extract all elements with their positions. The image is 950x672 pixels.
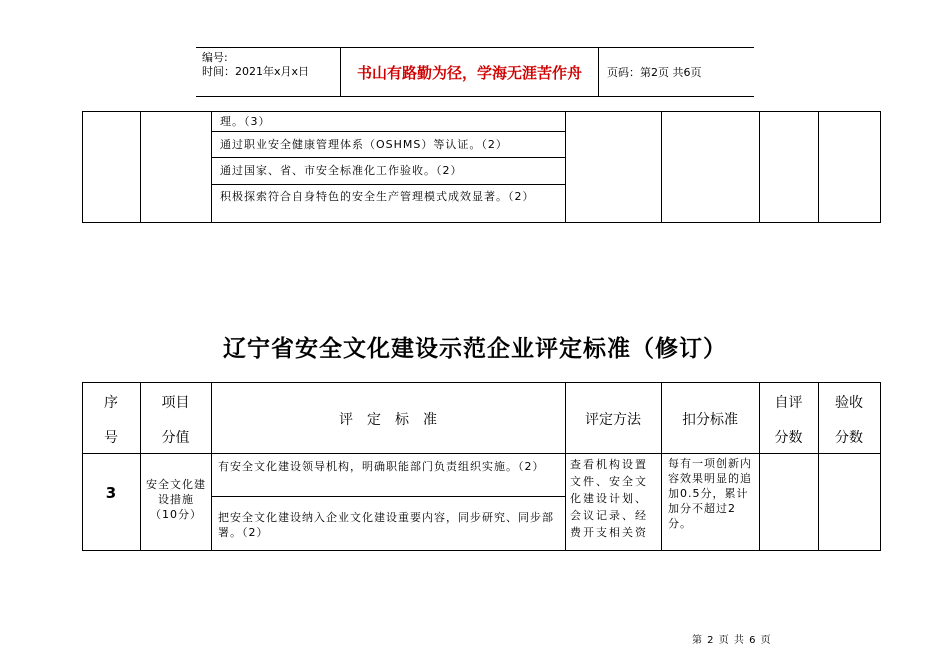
time-label: 时间：2021年x月x日 xyxy=(202,65,310,78)
row-method: 查看机构设置文件、安全文化建设计划、会议记录、经费开支相关资 xyxy=(570,458,648,539)
header-meta xyxy=(196,48,340,96)
header-motto: 书山有路勤为径，学海无涯苦作舟 xyxy=(340,48,599,96)
page-footer: 第 2 页 共 6 页 xyxy=(692,635,772,646)
row-criteria-1: 有安全文化建设领导机构，明确职能部门负责组织实施。（2） xyxy=(218,460,545,473)
top-row-1: 理。（3） xyxy=(220,115,271,128)
header-method: 评定方法 xyxy=(585,412,641,428)
header-accept-2: 分数 xyxy=(835,430,863,446)
header-page-info: 页码：第2页 共6页 xyxy=(607,66,702,79)
header-self-2: 分数 xyxy=(774,430,803,446)
header-accept-1: 验收 xyxy=(835,395,863,411)
header-seq-1: 序 xyxy=(104,395,118,411)
top-row-3: 通过国家、省、市安全标准化工作验收。（2） xyxy=(220,164,463,177)
header-item-1: 项目 xyxy=(161,395,190,411)
header-criteria: 评 定 标 准 xyxy=(339,412,437,428)
row-item: 安全文化建设措施（10分） xyxy=(146,478,206,521)
page-title: 辽宁省安全文化建设示范企业评定标准（修订） xyxy=(223,336,727,362)
header-item-2: 分值 xyxy=(161,430,190,446)
top-row-4: 积极探索符合自身特色的安全生产管理模式成效显著。（2） xyxy=(220,190,535,203)
header-deduction: 扣分标准 xyxy=(682,412,738,428)
row-seq: 3 xyxy=(105,484,117,502)
page-header xyxy=(196,47,754,97)
row-deduction: 每有一项创新内容效果明显的追加0.5分，累计加分不超过2分。 xyxy=(668,457,752,530)
number-label: 编号: xyxy=(202,51,228,64)
header-self-1: 自评 xyxy=(774,395,803,411)
header-seq-2: 号 xyxy=(104,430,118,446)
top-row-2: 通过职业安全健康管理体系（OSHMS）等认证。（2） xyxy=(220,138,508,151)
row-criteria-2: 把安全文化建设纳入企业文化建设重要内容，同步研究、同步部署。（2） xyxy=(218,511,554,539)
